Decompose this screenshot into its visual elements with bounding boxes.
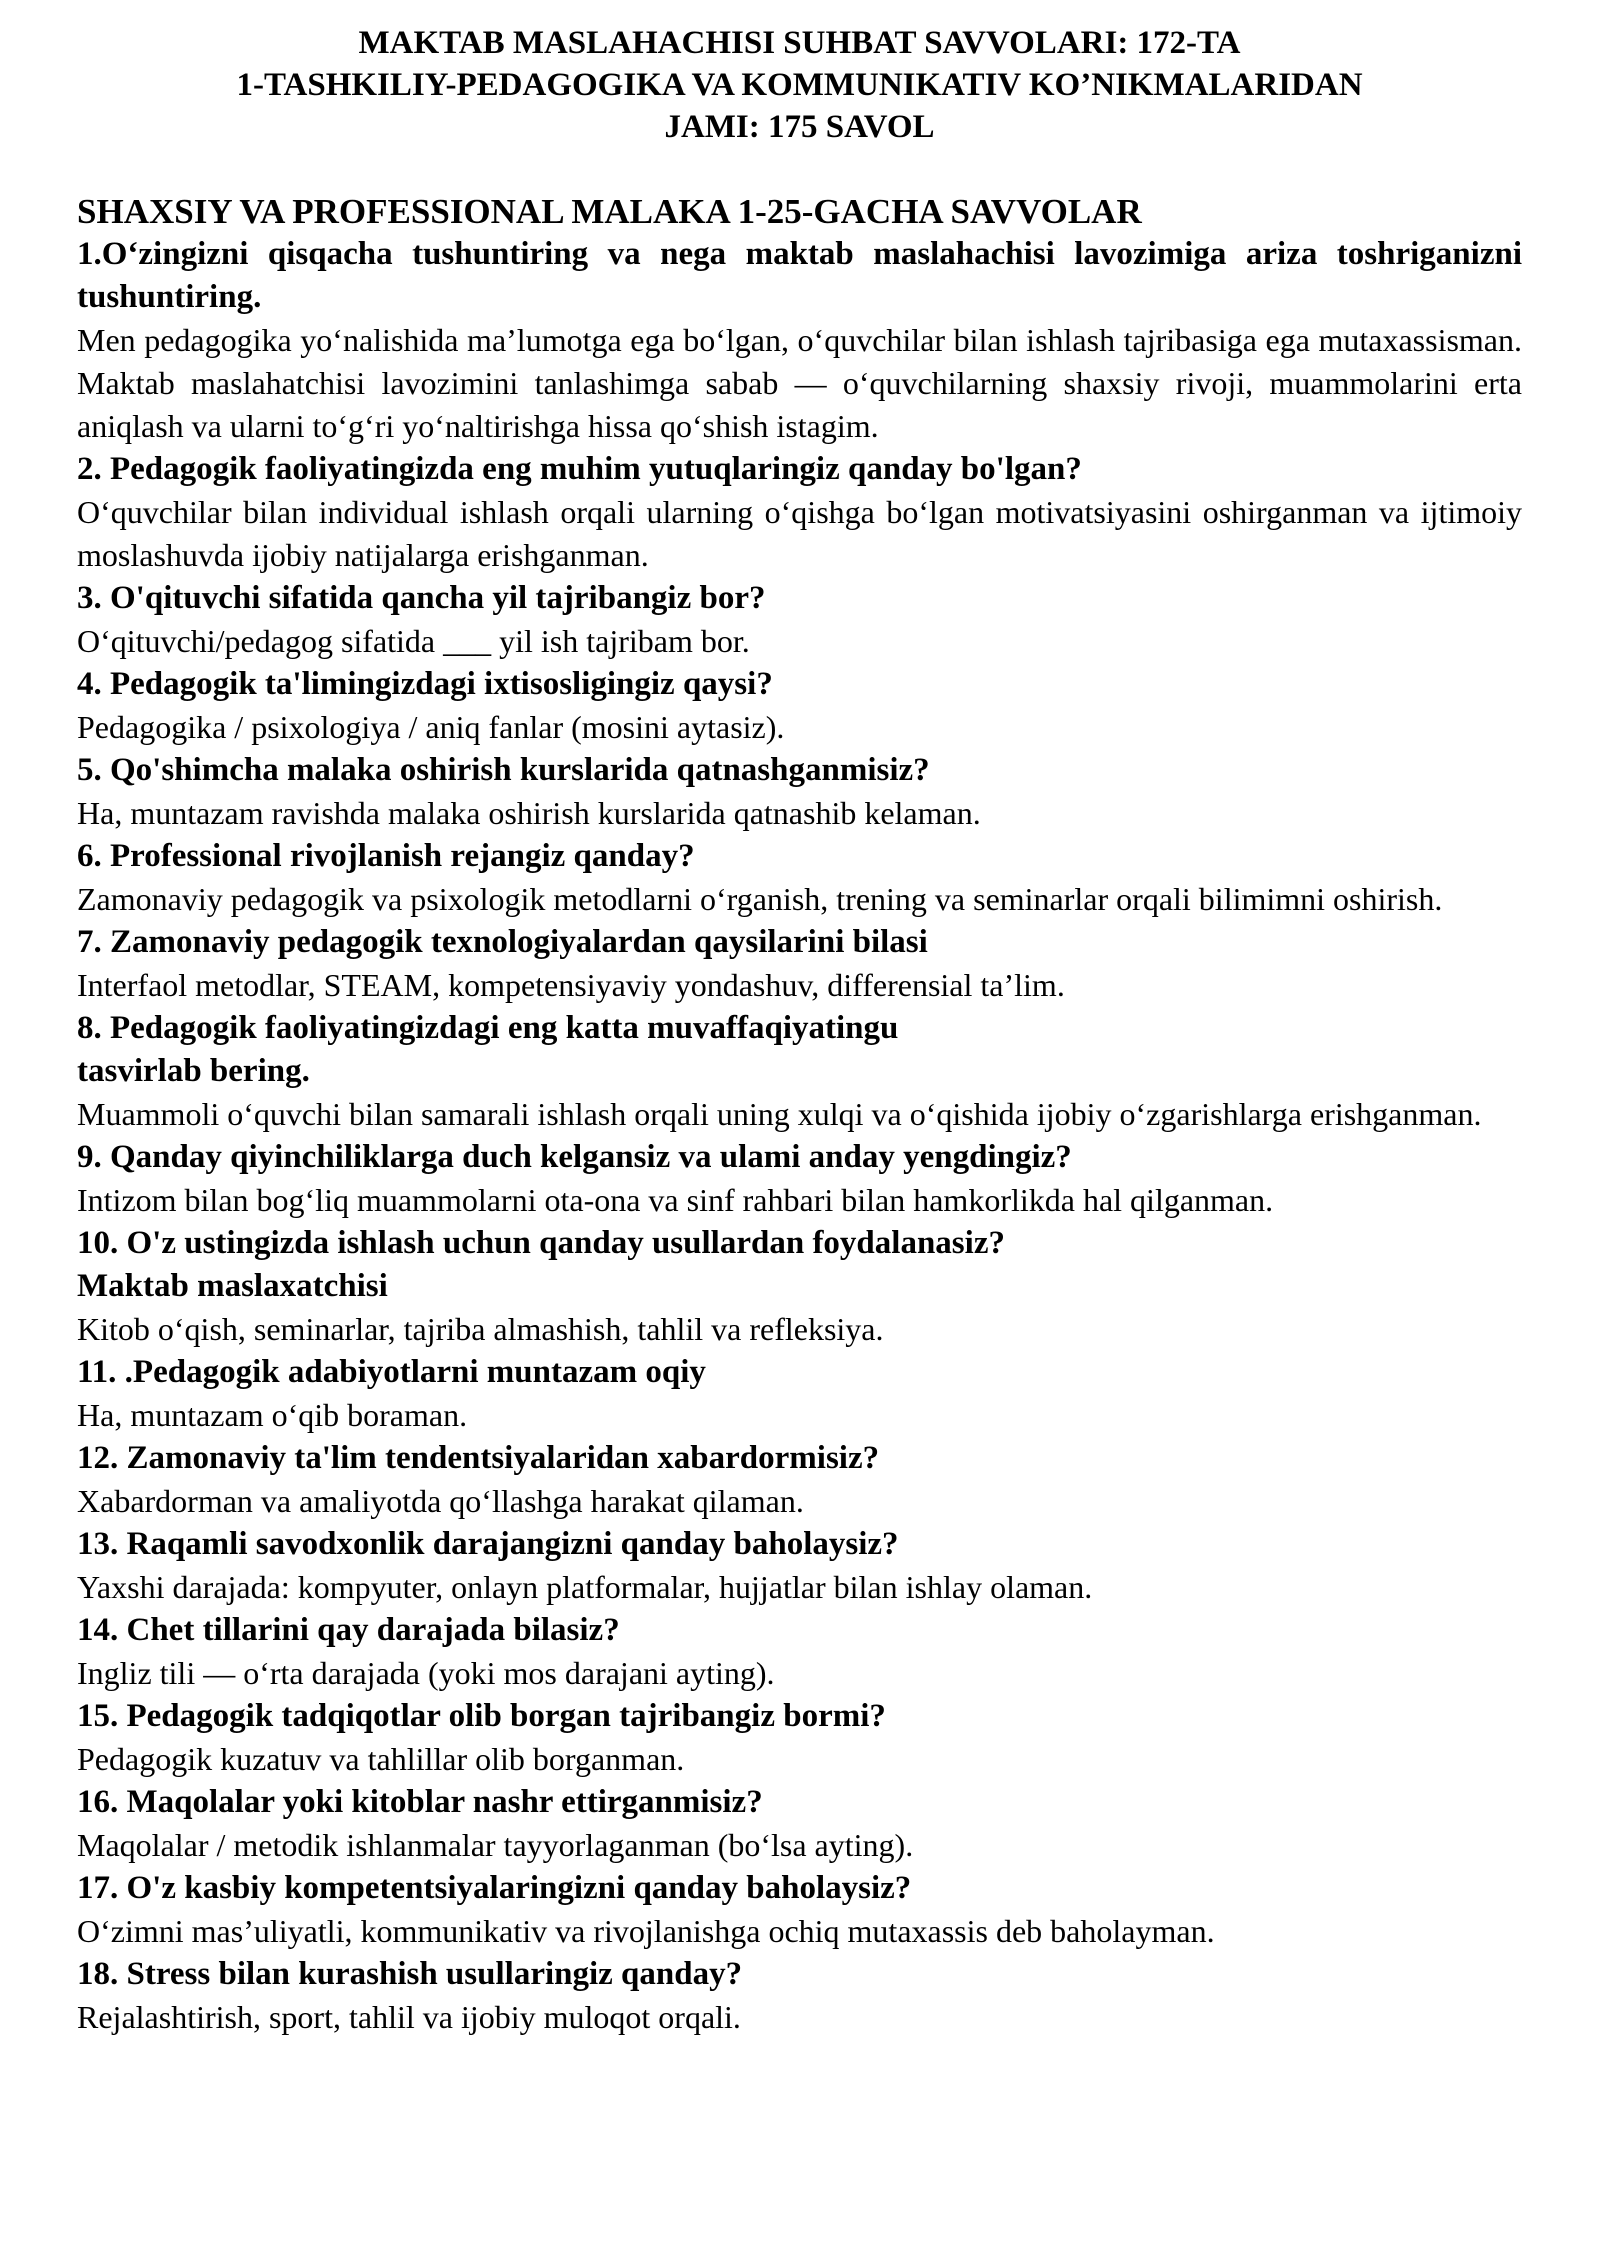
header-subtitle: 1-TASHKILIY-PEDAGOGIKA VA KOMMUNIKATIV KO’NIKMALARIDAN xyxy=(236,67,1363,103)
document-header xyxy=(77,22,1522,148)
qa-item xyxy=(77,233,1522,448)
question-text xyxy=(77,1222,1522,1308)
qa-item xyxy=(77,835,1522,921)
header-total: JAMI: 175 SAVOL xyxy=(664,109,935,145)
qa-item xyxy=(77,1781,1522,1867)
answer-text: O‘zimni mas’uliyatli, kommunikativ va rivojlanishga ochiq mutaxassis deb baholayman. xyxy=(77,1913,1215,1949)
question-line: tasvirlab bering. xyxy=(77,1053,310,1089)
qa-item xyxy=(77,1222,1522,1351)
header-title: MAKTAB MASLAHACHISI SUHBAT SAVVOLARI: 172-TA xyxy=(358,25,1241,61)
question-text: 12. Zamonaviy ta'lim tendentsiyalaridan xabardormisiz? xyxy=(77,1440,880,1476)
question-text: 2. Pedagogik faoliyatingizda eng muhim yutuqlaringiz qanday bo'lgan? xyxy=(77,451,1082,487)
qa-item xyxy=(77,1523,1522,1609)
question-text: 6. Professional rivojlanish rejangiz qanday? xyxy=(77,838,695,874)
question-text: 3. O'qituvchi sifatida qancha yil tajribangiz bor? xyxy=(77,580,766,616)
qa-item xyxy=(77,448,1522,577)
answer-text: Ingliz tili — o‘rta darajada (yoki mos darajani ayting). xyxy=(77,1655,775,1691)
question-text: 16. Maqolalar yoki kitoblar nashr ettirganmisiz? xyxy=(77,1784,763,1820)
section-title: SHAXSIY VA PROFESSIONAL MALAKA 1-25-GACHA SAVVOLAR xyxy=(77,192,1142,231)
answer-text: Intizom bilan bog‘liq muammolarni ota-ona va sinf rahbari bilan hamkorlikda hal qilganman. xyxy=(77,1182,1274,1218)
document-page xyxy=(77,22,1522,2039)
question-line: Maktab maslaxatchisi xyxy=(77,1268,388,1304)
answer-text: O‘qituvchi/pedagog sifatida ___ yil ish tajribam bor. xyxy=(77,623,750,659)
question-text: 15. Pedagogik tadqiqotlar olib borgan tajribangiz bormi? xyxy=(77,1698,886,1734)
qa-item xyxy=(77,1609,1522,1695)
answer-text: O‘quvchilar bilan individual ishlash orqali ularning o‘qishga bo‘lgan motivatsiyasini oshirganman va ijtimoiy moslashuvda ijobiy natijalarga erishganman. xyxy=(77,494,1522,573)
question-line: 8. Pedagogik faoliyatingizdagi eng katta muvaffaqiyatingu xyxy=(77,1010,899,1046)
answer-text: Interfaol metodlar, STEAM, kompetensiyaviy yondashuv, differensial ta’lim. xyxy=(77,967,1065,1003)
question-text: 5. Qo'shimcha malaka oshirish kurslarida qatnashganmisiz? xyxy=(77,752,930,788)
question-text: 13. Raqamli savodxonlik darajangizni qanday baholaysiz? xyxy=(77,1526,899,1562)
answer-text: Pedagogik kuzatuv va tahlillar olib borganman. xyxy=(77,1741,685,1777)
answer-text: Yaxshi darajada: kompyuter, onlayn platformalar, hujjatlar bilan ishlay olaman. xyxy=(77,1569,1093,1605)
question-text: 7. Zamonaviy pedagogik texnologiyalardan qaysilarini bilasi xyxy=(77,924,928,960)
answer-text: Xabardorman va amaliyotda qo‘llashga harakat qilaman. xyxy=(77,1483,804,1519)
question-text: 11. .Pedagogik adabiyotlarni muntazam oqiy xyxy=(77,1354,706,1390)
question-line: 10. O'z ustingizda ishlash uchun qanday usullardan foydalanasiz? xyxy=(77,1225,1005,1261)
answer-text: Muammoli o‘quvchi bilan samarali ishlash orqali uning xulqi va o‘qishida ijobiy o‘zgarishlarga erishganman. xyxy=(77,1096,1482,1132)
qa-item xyxy=(77,1007,1522,1136)
answer-text: Men pedagogika yo‘nalishida ma’lumotga ega bo‘lgan, o‘quvchilar bilan ishlash tajribasiga ega mutaxassisman. Maktab maslahatchisi lavozimini tanlashimga sabab — o‘quvchilarning shaxsiy rivoji, muammolarini erta aniqlash va ularni to‘g‘ri yo‘naltirishga hissa qo‘shish istagim. xyxy=(77,322,1522,444)
qa-item xyxy=(77,921,1522,1007)
qa-item xyxy=(77,1867,1522,1953)
qa-item xyxy=(77,1351,1522,1437)
qa-item xyxy=(77,577,1522,663)
question-text: 4. Pedagogik ta'limingizdagi ixtisosligingiz qaysi? xyxy=(77,666,773,702)
question-text: 18. Stress bilan kurashish usullaringiz qanday? xyxy=(77,1956,743,1992)
question-text: 1.O‘zingizni qisqacha tushuntiring va nega maktab maslahachisi lavozimiga ariza toshriganizni tushuntiring. xyxy=(77,236,1522,315)
qa-item xyxy=(77,1437,1522,1523)
answer-text: Kitob o‘qish, seminarlar, tajriba almashish, tahlil va refleksiya. xyxy=(77,1311,884,1347)
question-text: 9. Qanday qiyinchiliklarga duch kelgansiz va ulami anday yengdingiz? xyxy=(77,1139,1072,1175)
answer-text: Rejalashtirish, sport, tahlil va ijobiy muloqot orqali. xyxy=(77,1999,741,2035)
answer-text: Ha, muntazam o‘qib boraman. xyxy=(77,1397,468,1433)
question-text: 14. Chet tillarini qay darajada bilasiz? xyxy=(77,1612,620,1648)
answer-text: Ha, muntazam ravishda malaka oshirish kurslarida qatnashib kelaman. xyxy=(77,795,981,831)
answer-text: Zamonaviy pedagogik va psixologik metodlarni o‘rganish, trening va seminarlar orqali bilimimni oshirish. xyxy=(77,881,1443,917)
qa-item xyxy=(77,749,1522,835)
question-text: 17. O'z kasbiy kompetentsiyalaringizni qanday baholaysiz? xyxy=(77,1870,912,1906)
qa-item xyxy=(77,1953,1522,2039)
answer-text: Pedagogika / psixologiya / aniq fanlar (mosini aytasiz). xyxy=(77,709,785,745)
qa-item xyxy=(77,1136,1522,1222)
answer-text: Maqolalar / metodik ishlanmalar tayyorlaganman (bo‘lsa ayting). xyxy=(77,1827,914,1863)
qa-item xyxy=(77,1695,1522,1781)
question-text xyxy=(77,1007,1522,1093)
qa-item xyxy=(77,663,1522,749)
